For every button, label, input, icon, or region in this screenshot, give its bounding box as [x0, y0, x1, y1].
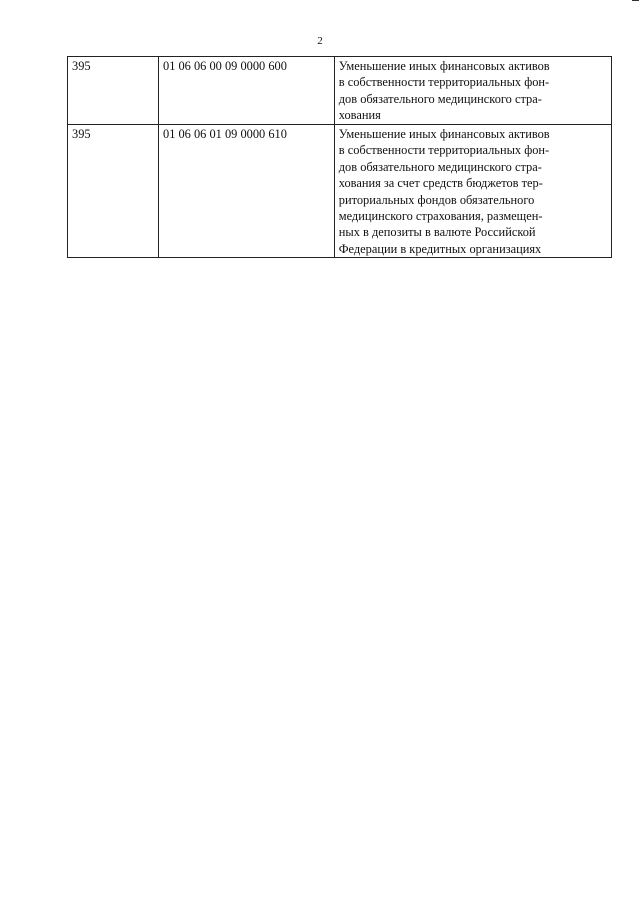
table-row	[68, 125, 612, 258]
description-line: ных в депозиты в валюте Российской	[338, 225, 536, 240]
admin-code-cell: 395	[68, 57, 159, 125]
description-line: дов обязательного медицинского стра-	[338, 159, 542, 174]
table-row	[68, 57, 612, 125]
description-line: Федерации в кредитных организациях	[338, 241, 542, 256]
description-line: дов обязательного медицинского стра-	[338, 91, 542, 106]
admin-code-cell: 395	[68, 125, 159, 258]
description-line: медицинского страхования, размещен-	[338, 209, 543, 224]
description-line: Уменьшение иных финансовых активов	[338, 59, 550, 73]
description-line: риториальных фондов обязательного	[338, 192, 535, 207]
description-line: хования за счет средств бюджетов тер-	[338, 176, 543, 191]
scan-edge-mark	[632, 0, 639, 1]
page-number: 2	[317, 35, 323, 47]
description-line: в собственности территориальных фон-	[338, 75, 550, 90]
budget-classification-table	[67, 56, 612, 258]
description-cell	[334, 125, 611, 258]
description-line: Уменьшение иных финансовых активов	[338, 127, 550, 141]
budget-code-cell: 01 06 06 00 09 0000 600	[159, 57, 335, 125]
description-line: хования	[338, 108, 381, 123]
budget-code-cell: 01 06 06 01 09 0000 610	[159, 125, 335, 258]
description-cell	[334, 57, 611, 125]
description-line: в собственности территориальных фон-	[338, 143, 550, 158]
